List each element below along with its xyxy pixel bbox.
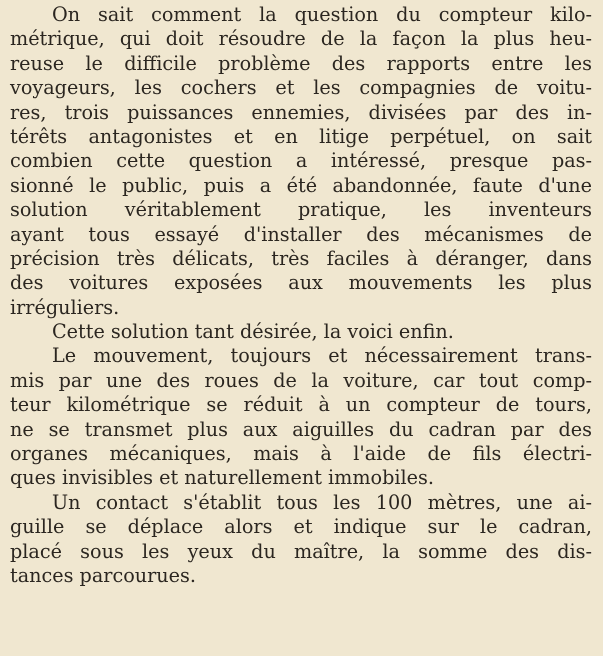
text-line: Cette solution tant désirée, la voici enfin. bbox=[52, 320, 454, 344]
text-line: ayant tous essayé d'installer des mécanismes de bbox=[10, 222, 592, 246]
text-line: guille se déplace alors et indique sur le cadran, bbox=[10, 515, 592, 539]
paragraph-1 bbox=[10, 3, 592, 320]
text-line: Le mouvement, toujours et nécessairement trans- bbox=[52, 344, 592, 368]
text-line: solution véritablement pratique, les inventeurs bbox=[10, 198, 592, 222]
text-line: ques invisibles et naturellement immobiles. bbox=[10, 466, 434, 490]
text-line: mis par une des roues de la voiture, car tout comp- bbox=[10, 368, 592, 392]
text-line: térêts antagonistes et en litige perpétuel, on sait bbox=[10, 124, 592, 148]
article-text bbox=[10, 3, 592, 588]
text-line: reuse le difficile problème des rapports entre les bbox=[10, 51, 592, 75]
text-line: sionné le public, puis a été abandonnée, faute d'une bbox=[10, 173, 592, 197]
text-line: Un contact s'établit tous les 100 mètres, une ai- bbox=[52, 490, 592, 514]
text-line: irréguliers. bbox=[10, 295, 120, 319]
paragraph-4 bbox=[10, 491, 592, 589]
text-line: précision très délicats, très faciles à déranger, dans bbox=[10, 246, 592, 270]
text-line: tances parcourues. bbox=[10, 563, 196, 587]
text-line: res, trois puissances ennemies, divisées par des in- bbox=[10, 100, 592, 124]
text-line: métrique, qui doit résoudre de la façon la plus heu- bbox=[10, 27, 592, 51]
text-line: ne se transmet plus aux aiguilles du cadran par des bbox=[10, 417, 592, 441]
text-line: teur kilométrique se réduit à un compteur de tours, bbox=[10, 393, 592, 417]
text-line: placé sous les yeux du maître, la somme des dis- bbox=[10, 539, 592, 563]
paragraph-2 bbox=[10, 320, 592, 344]
paragraph-3 bbox=[10, 344, 592, 490]
text-line: voyageurs, les cochers et les compagnies de voitu- bbox=[10, 76, 592, 100]
text-line: organes mécaniques, mais à l'aide de fils électri- bbox=[10, 442, 592, 466]
text-line: On sait comment la question du compteur kilo- bbox=[52, 3, 592, 26]
text-line: combien cette question a intéressé, presque pas- bbox=[10, 149, 592, 173]
text-line: des voitures exposées aux mouvements les plus bbox=[10, 271, 592, 295]
